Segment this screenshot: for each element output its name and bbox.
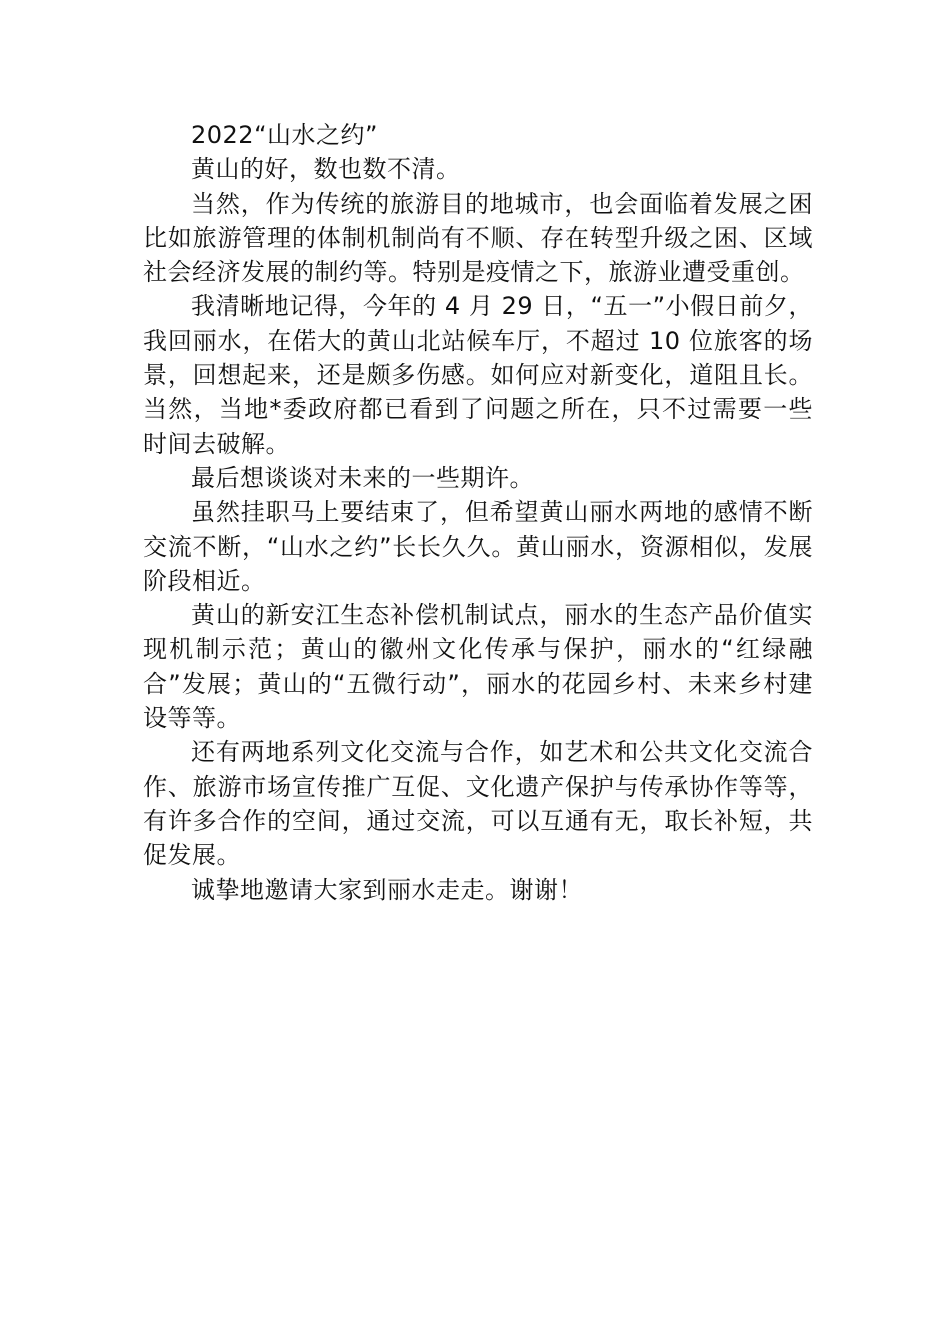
paragraph: 虽然挂职马上要结束了，但希望黄山丽水两地的感情不断交流不断，“山水之约”长长久久。黄山丽水，资源相似，发展阶段相近。 [143, 498, 813, 595]
paragraph: 最后想谈谈对未来的一些期许。 [191, 463, 534, 492]
paragraph: 黄山的好，数也数不清。 [191, 155, 461, 184]
paragraph: 我清晰地记得，今年的 4 月 29 日，“五一”小假日前夕，我回丽水，在偌大的黄山北站候车厅，不超过 10 位旅客的场景，回想起来，还是颇多伤感。如何应对新变化，道阻且长。当然，当地*委政府都已看到了问题之所在，只不过需要一些时间去破解。 [143, 292, 813, 458]
paragraph-title: 2022“山水之约” [191, 121, 378, 149]
paragraph: 还有两地系列文化交流与合作，如艺术和公共文化交流合作、旅游市场宣传推广互促、文化遗产保护与传承协作等等，有许多合作的空间，通过交流，可以互通有无，取长补短，共促发展。 [143, 738, 813, 870]
document-body [143, 118, 813, 907]
paragraph-closing: 诚挚地邀请大家到丽水走走。谢谢！ [191, 875, 583, 904]
paragraph: 当然，作为传统的旅游目的地城市，也会面临着发展之困比如旅游管理的体制机制尚有不顺、存在转型升级之困、区域社会经济发展的制约等。特别是疫情之下，旅游业遭受重创。 [143, 189, 813, 287]
paragraph: 黄山的新安江生态补偿机制试点，丽水的生态产品价值实现机制示范；黄山的徽州文化传承与保护，丽水的“红绿融合”发展；黄山的“五微行动”，丽水的花园乡村、未来乡村建设等等。 [143, 601, 813, 733]
